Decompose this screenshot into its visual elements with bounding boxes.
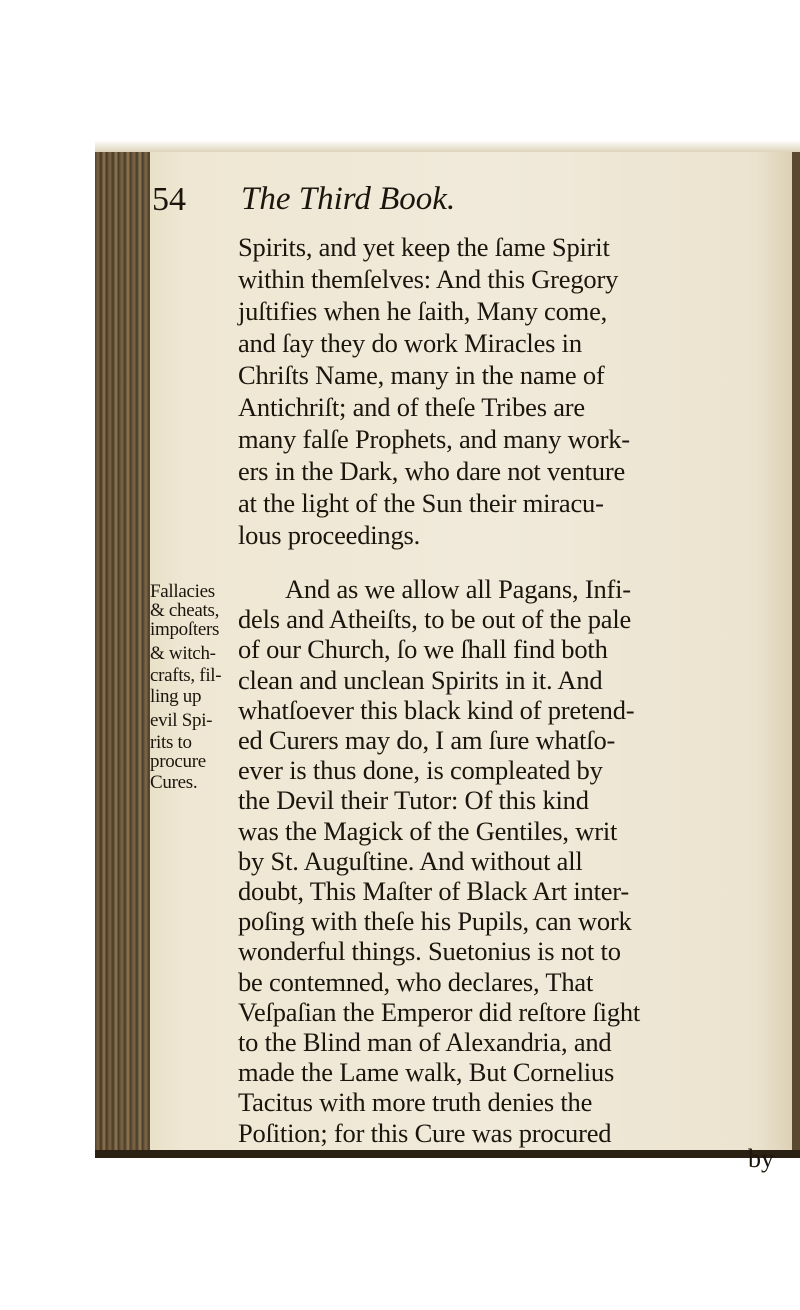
body-line: And as we allow all Pagans, Infi- — [285, 574, 631, 604]
margin-note-line: Cures. — [150, 772, 198, 793]
body-line: within themſelves: And this Gregory — [238, 264, 619, 294]
running-title: The Third Book. — [241, 181, 456, 217]
body-line: clean and unclean Spirits in it. And — [238, 664, 603, 695]
body-line: Tacitus with more truth denies the — [238, 1087, 593, 1118]
body-line: ers in the Dark, who dare not venture — [238, 456, 626, 486]
margin-note-line: Fallacies — [150, 581, 215, 602]
body-line: many falſe Prophets, and many work- — [238, 424, 630, 454]
body-line: be contemned, who declares, That — [238, 966, 594, 997]
body-line: Chriſts Name, many in the name of — [238, 360, 605, 390]
body-line: by St. Auguſtine. And without all — [238, 845, 583, 876]
body-line: dels and Atheiſts, to be out of the pale — [238, 604, 632, 635]
body-line: the Devil their Tutor: Of this kind — [238, 785, 589, 816]
catchword: by — [748, 1143, 774, 1173]
body-line: of our Church, ſo we ſhall find both — [238, 634, 608, 665]
margin-note-line: evil Spi- — [150, 710, 213, 731]
page-number: 54 — [152, 181, 186, 218]
margin-note-line: crafts, fil- — [150, 665, 222, 686]
body-line: ever is thus done, is compleated by — [238, 755, 603, 786]
body-line: and ſay they do work Miracles in — [238, 328, 582, 358]
body-line: lous proceedings. — [238, 520, 421, 550]
page-bottom-edge — [95, 1150, 800, 1158]
body-line: Poſition; for this Cure was procured — [238, 1117, 612, 1148]
book-spine — [95, 152, 150, 1152]
body-line: juſtifies when he ſaith, Many come, — [238, 296, 608, 326]
body-line: at the light of the Sun their miracu- — [238, 488, 604, 518]
margin-note-line: rits to — [150, 732, 192, 753]
body-line: Spirits, and yet keep the ſame Spirit — [238, 232, 610, 262]
body-line: ed Curers may do, I am ſure whatſo- — [238, 725, 616, 755]
body-line: Veſpaſian the Emperor did reſtore ſight — [238, 996, 641, 1027]
body-line: Antichriſt; and of theſe Tribes are — [238, 392, 585, 422]
margin-note-line: impoſters — [150, 619, 220, 640]
body-line: doubt, This Maſter of Black Art inter- — [238, 876, 630, 906]
page-right-edge — [792, 152, 800, 1152]
body-line: made the Lame walk, But Cornelius — [238, 1057, 615, 1088]
margin-note-line: procure — [150, 751, 206, 772]
body-line: wonderful things. Suetonius is not to — [238, 936, 621, 967]
body-line: poſing with theſe his Pupils, can work — [238, 906, 632, 937]
body-line: was the Magick of the Gentiles, writ — [238, 815, 618, 846]
margin-note-line: ling up — [150, 686, 202, 707]
body-line: whatſoever this black kind of pretend- — [238, 694, 635, 725]
margin-note-line: & witch- — [150, 643, 216, 664]
body-line: to the Blind man of Alexandria, and — [238, 1027, 612, 1057]
margin-note-line: & cheats, — [150, 600, 220, 621]
